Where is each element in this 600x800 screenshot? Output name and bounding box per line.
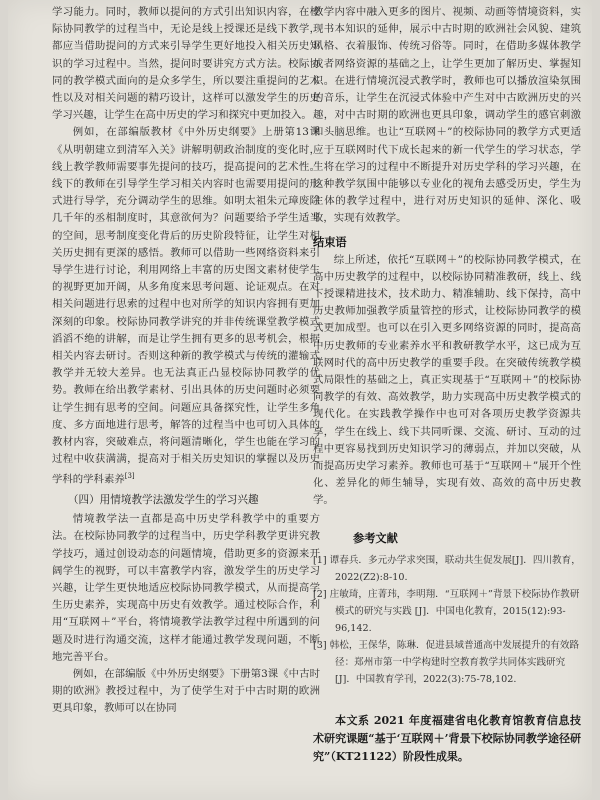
paragraph: 教学内容中融入更多的图片、视频、动画等情境资料，实现书本知识的延伸，展示中古时期的欧洲社会风貌、建筑风格、衣着服饰、传统习俗等。同时，在借助多媒体教学或者网络资源的基础之上，让学生更加了解历史、掌握知识。在进行情境沉浸式教学时，教师也可以播放渲染氛围的音乐，让学生在沉浸式体验中产生对中古欧洲历史的兴趣，对中古时期的欧洲也更具印象，调动学生的感官刺激和头脑思维。也让“互联网＋”的校际协同的教学方式更适应于互联网时代下成长起来的新一代学生的学习状态，学生将在学习的过程中不断提升对历史学科的学习兴趣，在这种教学氛围中能够以专业化的视角去感受历史，学生为主体的教学过程中，进行对历史知识的延伸、深化、吸收，实现有效教学。 [313,6,581,225]
paragraph: 综上所述，依托“互联网＋”的校际协同教学模式，在高中历史教学的过程中，以校际协同精准教研，线上、线下授课精进技术，技术助力、精准辅助、线下保持，高中历史教师加强教学质量管控的形式，让校际协同教学的模式更加成型。也可以在引入更多网络资源的同时，提高高中历史教师的专业素养水平和教研教学水平，这已成为互联网时代的高中历史教学的重要手段。在突破传统教学模式局限性的基础之上，真正实现基于“互联网＋”的校际协同教学的有效、高效教学，助力实现高中历史教学模式的现代化。在实践教学操作中也可对各项历史教学资源共享，学生在线上、线下共同听课、交流、研讨、互动的过程中更容易找到历史知识学习的薄弱点，并加以突破，从而提高历史学习素养。教师也可基于“互联网＋”展开个性化、差异化的师生辅导，实现有效、高效的高中历史教学。 [313,253,581,507]
paragraph [52,124,320,489]
paragraph: 情境教学法一直都是高中历史学科教学中的重要方法。在校际协同教学的过程当中，历史学科教学更讲究教学技巧，通过创设动态的问题情境，借助更多的资源来开阔学生的视野，可以丰富教学内容，激发学生的历史学习兴趣，让学生更快地适应校际协同教学模式，从而提高学生历史素养，实现高中历史有效教学。通过校际合作，利用“互联网＋”平台，将情境教学法教学过程中所遇到的问题及时进行沟通交流，这样才能通过教学发现问题，不断地完善平台。 [52,513,320,663]
subsection-heading: （四）用情境教学法激发学生的学习兴趣 [67,494,259,507]
left-column [52,4,320,718]
paragraph: 例如，在部编版《中外历史纲要》下册第3课《中古时期的欧洲》教授过程中，为了使学生对于中古时期的欧洲更具印象，教师可以在协同 [52,667,320,715]
references-heading: 参考文献 [353,530,398,545]
reference-item: [2] 庄敏琦，庄菁玮，李明翔．“互联网＋”背景下校际协作教研模式的研究与实践 [J]．中国电化教育，2015(12):93-96,142. [313,588,580,634]
citation-mark: [3] [124,472,135,481]
paragraph: 学习能力。同时，教师以提问的方式引出知识内容，在校际协同教学的过程当中，无论是线上授课还是线下教学，都应当借助提问的方式来引导学生更好地投入相关历史知识的学习过程中。当然，提问时要讲究方式方法。校际协同的教学模式面向的是众多学生，所以要注重提问的艺术性以及对相关问题的精巧设计，这样可以激发学生的历史学习兴趣，让学生在高中历史的学习和探究中更加投入。 [52,6,320,122]
journal-page [8,0,592,800]
reference-item: [1] 谭春兵．多元办学求突围，联动共生促发展[J]．四川教育，2022(Z2):8-10. [313,554,581,583]
reference-item: [3] 韩松，王保华，陈琳．促进县域普通高中发展提升的有效路径：郑州市第一中学构建时空教育教学共同体实践研究 [J]．中国教育学刊，2022(3):75-78,102. [313,639,580,685]
section-heading-conclusion: 结束语 [313,234,347,249]
project-note: 本文系 2021 年度福建省电化教育馆教育信息技术研究课题“基于‘互联网＋’背景下校际协同教学途径研究”（KT21122）阶段性成果。 [313,713,581,763]
paragraph-text: 例如，在部编版教材《中外历史纲要》上册第13课《从明朝建立到清军入关》讲解明朝政治制度的变化时，线上教学教师需要事先提问的技巧，提高提问的艺术性。线下的教师在引导学生学习相关内容时也需要用提问的形式进行导学，充分调动学生的思维。如明太祖朱元璋废除几千年的丞相制度时，其意欲何为？问题要给予学生适当的空间，思考制度变化背后的历史阶段特征，让学生对相关历史拥有更深的感悟。教师可以借助一些网络资料来引导学生进行讨论，利用网络上丰富的历史图文素材使学生的视野更加开阔，从多角度来思考问题、论证观点。在对相关问题进行思索的过程中也对所学的知识内容拥有更加深刻的印象。校际协同教学讲究的并非传统课堂教学模式滔滔不绝的讲解，而是让学生拥有更多的思考机会，根据相关内容去研讨。否则这种新的教学模式与传统的灌输式教学并无较大差异。也无法真正凸显校际协同教学的优势。教师在给出教学素材、引出具体的历史问题时必须要让学生拥有思考的空间。问题应具备探究性，让学生多角度、多方面地进行思考，解答的过程当中也可切入具体的教材内容，突破难点，将问题清晰化，学生也能在学习的过程中收获满满，提高对于相关历史知识的掌握以及历史学科的学科素养 [52,126,320,486]
right-column [313,4,581,766]
